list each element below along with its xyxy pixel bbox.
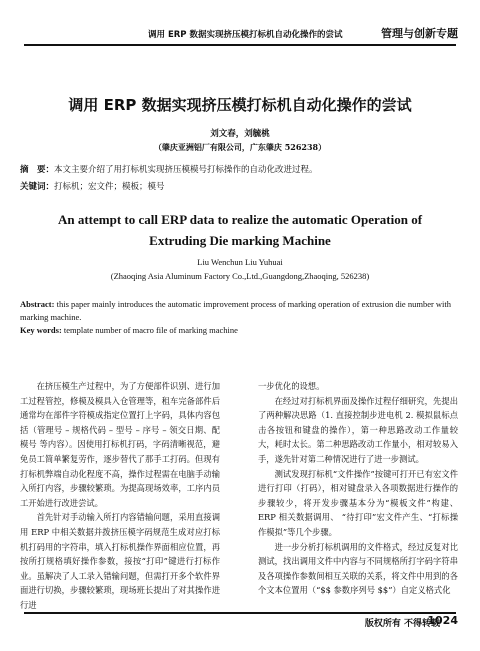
footer-rule xyxy=(24,612,456,614)
paragraph: 测试发现打标机“文件操作”按键可打开已有宏文件进行打印（打码），相对键盘录入各项数据进行操作的步骤较少，将开发步骤基本分为“模板文件”构建、ERP 相关数据调用、 “待打印”宏文件产生、“打标操作模拟”等几个步骤。 xyxy=(258,468,458,537)
body-column-left xyxy=(20,379,220,613)
keywords-cn-label: 关键词： xyxy=(20,182,55,192)
authors-cn: 刘文春，刘毓桃 xyxy=(210,129,270,139)
affiliation-cn: （肇庆亚洲铝厂有限公司，广东肇庆 526238） xyxy=(153,142,327,152)
keywords-cn xyxy=(20,180,165,192)
paragraph: 一步优化的设想。 xyxy=(258,381,325,391)
paragraph: 进一步分析打标机调用的文件格式，经过反复对比测试，找出调用文件中内容与不同规格所打字码字符串及各项操作参数间相互关联的关系，将文件中用到的各个文本位置用（“$$ 参数序列号 $$”）自定义格式化 xyxy=(258,541,458,596)
keywords-en-label: Key words: xyxy=(20,325,62,335)
abstract-en-text: this paper mainly introduces the automatic improvement process of marking operation of extrusion die number with marking machine. xyxy=(20,299,452,322)
abstract-en-label: Abstract: xyxy=(20,299,55,309)
keywords-cn-text: 打标机；宏文件；模板；模号 xyxy=(54,182,165,192)
running-title: 调用 ERP 数据实现挤压模打标机自动化操作的尝试 xyxy=(148,30,343,40)
affiliation-en: (Zhaoqing Asia Aluminum Factory Co.,Ltd.,Guangdong,Zhaoqing, 526238) xyxy=(110,271,370,281)
running-header xyxy=(0,0,480,46)
abstract-en xyxy=(20,298,460,324)
paragraph: 在经过对打标机界面及操作过程仔细研究，先提出了两种解决思路（1. 直接控制步进电机 2. 模拟鼠标点击各按钮和键盘的操作），第一种思路改动工作量较大，耗时太长。第二种思路改动工作量小，相对较易入手，遂先针对第二种情况进行了进一步测试。 xyxy=(258,395,458,464)
header-rule xyxy=(24,44,456,46)
article-title-cn: 调用 ERP 数据实现挤压模打标机自动化操作的尝试 xyxy=(68,96,412,114)
section-label: 管理与创新专题 xyxy=(381,27,458,40)
keywords-en-text: template number of macro file of marking machine xyxy=(63,325,238,335)
abstract-cn-text: 本文主要介绍了用打标机实现挤压模模号打标操作的自动化改进过程。 xyxy=(54,165,318,175)
abstract-cn-label: 摘 要： xyxy=(20,165,55,175)
article-title-en: An attempt to call ERP data to realize the automatic Operation of Extruding Die marking Machine xyxy=(57,212,423,248)
abstract-cn xyxy=(20,163,318,175)
body-column-right xyxy=(258,379,458,598)
paragraph: 在挤压模生产过程中，为了方便部件识别、进行加工过程管控，修模及模具入仓管理等，租车完备部件后通常均在部件字符模成指定位置打上字码，具体内容包括（管理号 – 规格代码 – 型号 – 序号 – 领交日期、配模号 等内容）。因使用打标机打码，字码清晰视范，避免员工简单繁复劳作，逐步替代了那手工打码。但现有打标机弊端自动化程度不高，操作过程需在电脑手动输入所打内容，步骤较繁琐。为提高现场效率，工序内员工开始进行改进尝试。 xyxy=(20,381,220,508)
page-number: 1024 xyxy=(427,614,458,627)
authors-en: Liu Wenchun Liu Yuhuai xyxy=(197,257,283,267)
copyright-notice: 版权所有 不得转载 xyxy=(364,619,440,629)
paragraph: 首先针对手动输入所打内容错输问题，采用直接调用 ERP 中相关数据并拨挤压模字码规范生成对应打标机打码用的字符串，填入打标机操作界面相应位置，再按所打规格填好操作参数，接按“打印”键进行打标作业。虽解决了人工录入错输问题，但需打开多个软件界面进行切换，步骤较繁琐，现场班长提出了对其操作进行进 xyxy=(20,512,220,610)
keywords-en xyxy=(20,325,238,335)
